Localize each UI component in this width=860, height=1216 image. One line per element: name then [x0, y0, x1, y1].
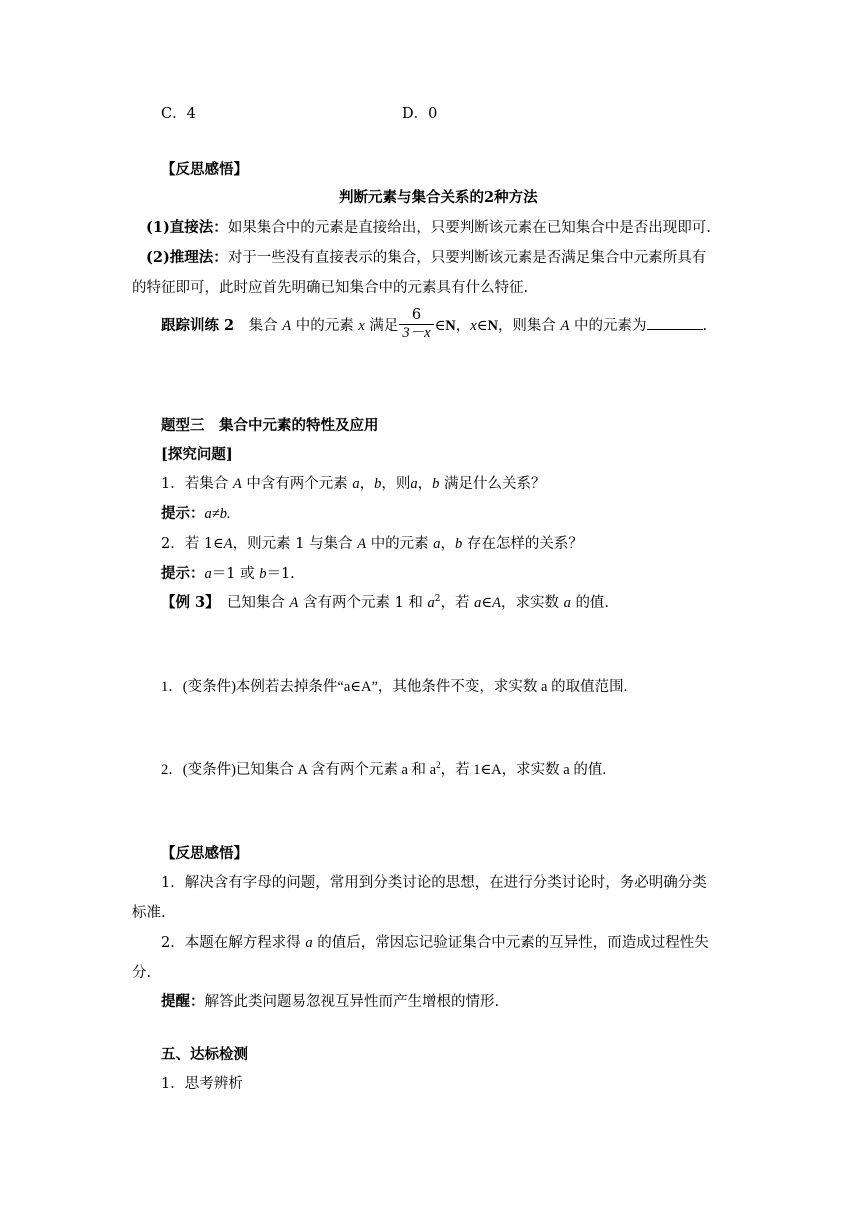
var-a: a — [433, 536, 441, 552]
method-2-label: (2)推理法： — [146, 249, 228, 266]
refl2-text: 2．本题在解方程求得 — [161, 935, 301, 951]
type3-heading: 题型三 集合中元素的特性及应用 — [161, 417, 379, 434]
var-A: A — [357, 536, 367, 552]
ex3-text: 含有两个元素 1 和 — [302, 595, 423, 611]
hint-label: 提示： — [161, 565, 205, 582]
fraction-denominator: 3－x — [402, 324, 431, 341]
example-label: 【例 3】 — [161, 594, 213, 611]
var-a: a — [427, 595, 435, 611]
reminder-label: 提醒： — [161, 993, 205, 1010]
answer-blank[interactable] — [647, 317, 703, 330]
var-a: a — [305, 935, 313, 951]
reminder-text: 解答此类问题易忽视互异性而产生增根的情形. — [204, 994, 500, 1010]
var-b: b — [259, 566, 267, 582]
q2-text: 存在怎样的关系？ — [466, 536, 583, 552]
reflection-item-1-continued: 标准. — [132, 905, 166, 921]
reflection-item-2-continued: 分. — [132, 965, 152, 981]
var-a: a — [410, 476, 418, 492]
option-c: C．4 — [161, 106, 196, 122]
variant-1: 1．(变条件)本例若去掉条件“a∈A”，其他条件不变，求实数 a 的取值范围. — [161, 679, 628, 695]
var-x: x — [358, 318, 365, 334]
method-2-continued: 的特征即可，此时应首先明确已知集合中的元素具有什么特征. — [132, 280, 529, 296]
ex3-text: ，求实数 — [500, 595, 559, 611]
var-A: A — [289, 595, 299, 611]
var-A: A — [232, 476, 242, 492]
comma: ， — [359, 476, 375, 492]
variant-2 — [161, 760, 606, 778]
tracking-text: ∈ — [434, 318, 446, 334]
exponent: 2 — [434, 594, 441, 604]
var-x: x — [470, 318, 477, 334]
ex3-text: 的值. — [575, 595, 610, 611]
hint-text: ＝1. — [266, 566, 295, 582]
explore-heading: [探究问题] — [161, 446, 233, 463]
ex3-text: ∈ — [481, 595, 493, 611]
reflection-heading: 【反思感悟】 — [161, 845, 248, 862]
question-2 — [161, 537, 583, 552]
variant2-text: ，若 1∈A，求实数 a 的值. — [440, 762, 606, 778]
fraction-numerator: 6 — [399, 307, 433, 325]
option-d: D．0 — [402, 106, 438, 122]
var-b: b — [455, 536, 463, 552]
var-b: b — [374, 476, 382, 492]
list-item: 1．思考辨析 — [161, 1076, 243, 1092]
method-2-text: 对于一些没有直接表示的集合，只要判断该元素是否满足集合中元素所具有 — [227, 250, 707, 266]
set-N: N — [487, 318, 498, 334]
q1-text: 中含有两个元素 — [246, 476, 348, 492]
var-a: a — [563, 595, 571, 611]
var-A: A — [492, 595, 501, 611]
var-a: a — [352, 476, 360, 492]
question-1 — [161, 477, 546, 492]
var-b: b — [432, 476, 440, 492]
refl2-text: 的值后，常因忘记验证集合中元素的互异性，而造成过程性失 — [317, 935, 709, 951]
hint-1 — [161, 507, 231, 522]
tracking-text: . — [702, 318, 708, 334]
hint-text: a≠b. — [204, 506, 231, 522]
q2-text: 中的元素 — [370, 536, 429, 552]
variant2-text: 2．(变条件)已知集合 A 含有两个元素 a 和 a — [161, 762, 437, 778]
method-1-label: (1)直接法： — [146, 219, 228, 236]
var-A: A — [560, 318, 570, 334]
var-A: A — [223, 536, 233, 552]
var-a: a — [204, 566, 212, 582]
comma: ， — [440, 536, 456, 552]
tracking-text: ∈ — [476, 318, 488, 334]
example-3 — [161, 596, 609, 611]
tracking-text: 中的元素为 — [574, 318, 647, 334]
comma: ， — [417, 476, 433, 492]
method-1-text: 如果集合中的元素是直接给出，只要判断该元素在已知集合中是否出现即可. — [227, 220, 711, 236]
hint-text: ＝1 或 — [211, 566, 255, 582]
q1-text: ，则 — [381, 476, 411, 492]
ex3-text: 已知集合 — [226, 595, 285, 611]
hint-2 — [161, 567, 295, 582]
reminder — [161, 995, 499, 1010]
exponent: 2 — [436, 760, 441, 770]
tracking-text: 满足 — [369, 318, 399, 334]
tracking-text: ，则集合 — [497, 318, 556, 334]
hint-label: 提示： — [161, 505, 205, 522]
q1-text: 1．若集合 — [161, 476, 229, 492]
tracking-text: ， — [455, 318, 471, 334]
reflection-item-1: 1．解决含有字母的问题，常用到分类讨论的思想，在进行分类讨论时，务必明确分类 — [161, 875, 707, 891]
tracking-label: 跟踪训练 2 — [161, 317, 235, 334]
q1-text: 满足什么关系？ — [444, 476, 546, 492]
fraction — [399, 307, 433, 342]
var-A: A — [282, 318, 292, 334]
tracking-text: 中的元素 — [295, 318, 354, 334]
tracking-text: 集合 — [248, 318, 278, 334]
method-2 — [146, 251, 706, 266]
q2-text: ，则元素 1 与集合 — [232, 536, 353, 552]
set-N: N — [445, 318, 456, 334]
q2-text: 2．若 1∈ — [161, 536, 224, 552]
section-heading: 五、达标检测 — [161, 1046, 248, 1063]
var-a: a — [474, 595, 482, 611]
reflection-heading: 【反思感悟】 — [161, 161, 248, 178]
method-1 — [146, 221, 711, 236]
methods-title: 判断元素与集合关系的2种方法 — [339, 189, 538, 206]
tracking-exercise — [161, 306, 707, 346]
reflection-item-2 — [161, 936, 709, 951]
ex3-text: ，若 — [440, 595, 470, 611]
